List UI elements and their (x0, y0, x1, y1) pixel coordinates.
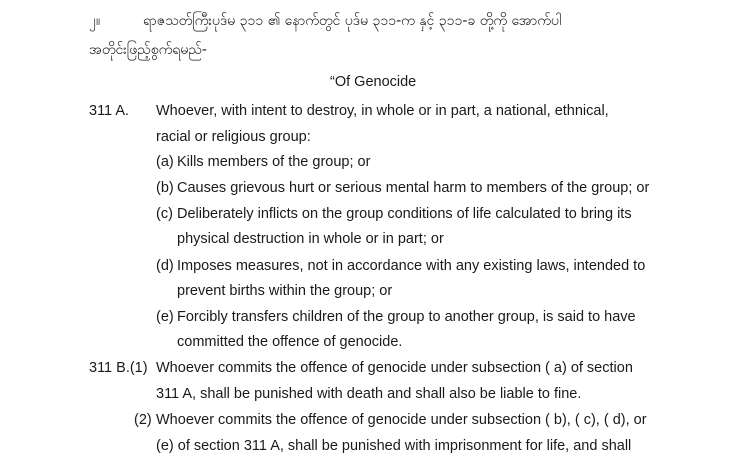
clause-number: ၂။ (89, 13, 101, 29)
section-number-311b: 311 B.(1) (89, 360, 148, 376)
item-e-text: Forcibly transfers children of the group to another group, is said to have (177, 309, 636, 325)
s311b-p2-marker: (2) (134, 412, 152, 428)
item-b-text: Causes grievous hurt or serious mental harm to members of the group; or (177, 180, 650, 196)
item-a-text: Kills members of the group; or (177, 154, 371, 170)
item-c-continuation: physical destruction in whole or in part; or (177, 231, 444, 247)
section-title: “Of Genocide (330, 74, 417, 90)
s311b-p1-line-1: Whoever commits the offence of genocide under subsection ( a) of section (156, 360, 633, 376)
header-line-1: ရာဇသတ်ကြီးပုဒ်မ ၃၁၁ ၏ နောက်တွင် ပုဒ်မ ၃၁၁-က နှင့် ၃၁၁-ခ တို့ကို အောက်ပါ (143, 13, 562, 29)
s311b-p1-line-2: 311 A, shall be punished with death and shall also be liable to fine. (156, 386, 582, 402)
item-c-marker: (c) (156, 206, 173, 222)
item-d-continuation: prevent births within the group; or (177, 283, 393, 299)
item-b-marker: (b) (156, 180, 174, 196)
section-number-311a: 311 A. (89, 103, 130, 119)
item-a-marker: (a) (156, 154, 174, 170)
s311b-p2-line-1: Whoever commits the offence of genocide under subsection ( b), ( c), ( d), or (156, 412, 647, 428)
s311b-p2-line-2: (e) of section 311 A, shall be punished with imprisonment for life, and shall (156, 438, 632, 454)
s311a-line-1: Whoever, with intent to destroy, in whole or in part, a national, ethnical, (156, 103, 609, 119)
item-d-marker: (d) (156, 258, 174, 274)
item-c-text: Deliberately inflicts on the group conditions of life calculated to bring its (177, 206, 632, 222)
header-line-2: အတိုင်းဖြည့်စွက်ရမည်- (89, 42, 207, 58)
item-d-text: Imposes measures, not in accordance with any existing laws, intended to (177, 258, 646, 274)
s311a-closing: committed the offence of genocide. (177, 334, 403, 350)
s311a-line-2: racial or religious group: (156, 129, 311, 145)
item-e-marker: (e) (156, 309, 174, 325)
